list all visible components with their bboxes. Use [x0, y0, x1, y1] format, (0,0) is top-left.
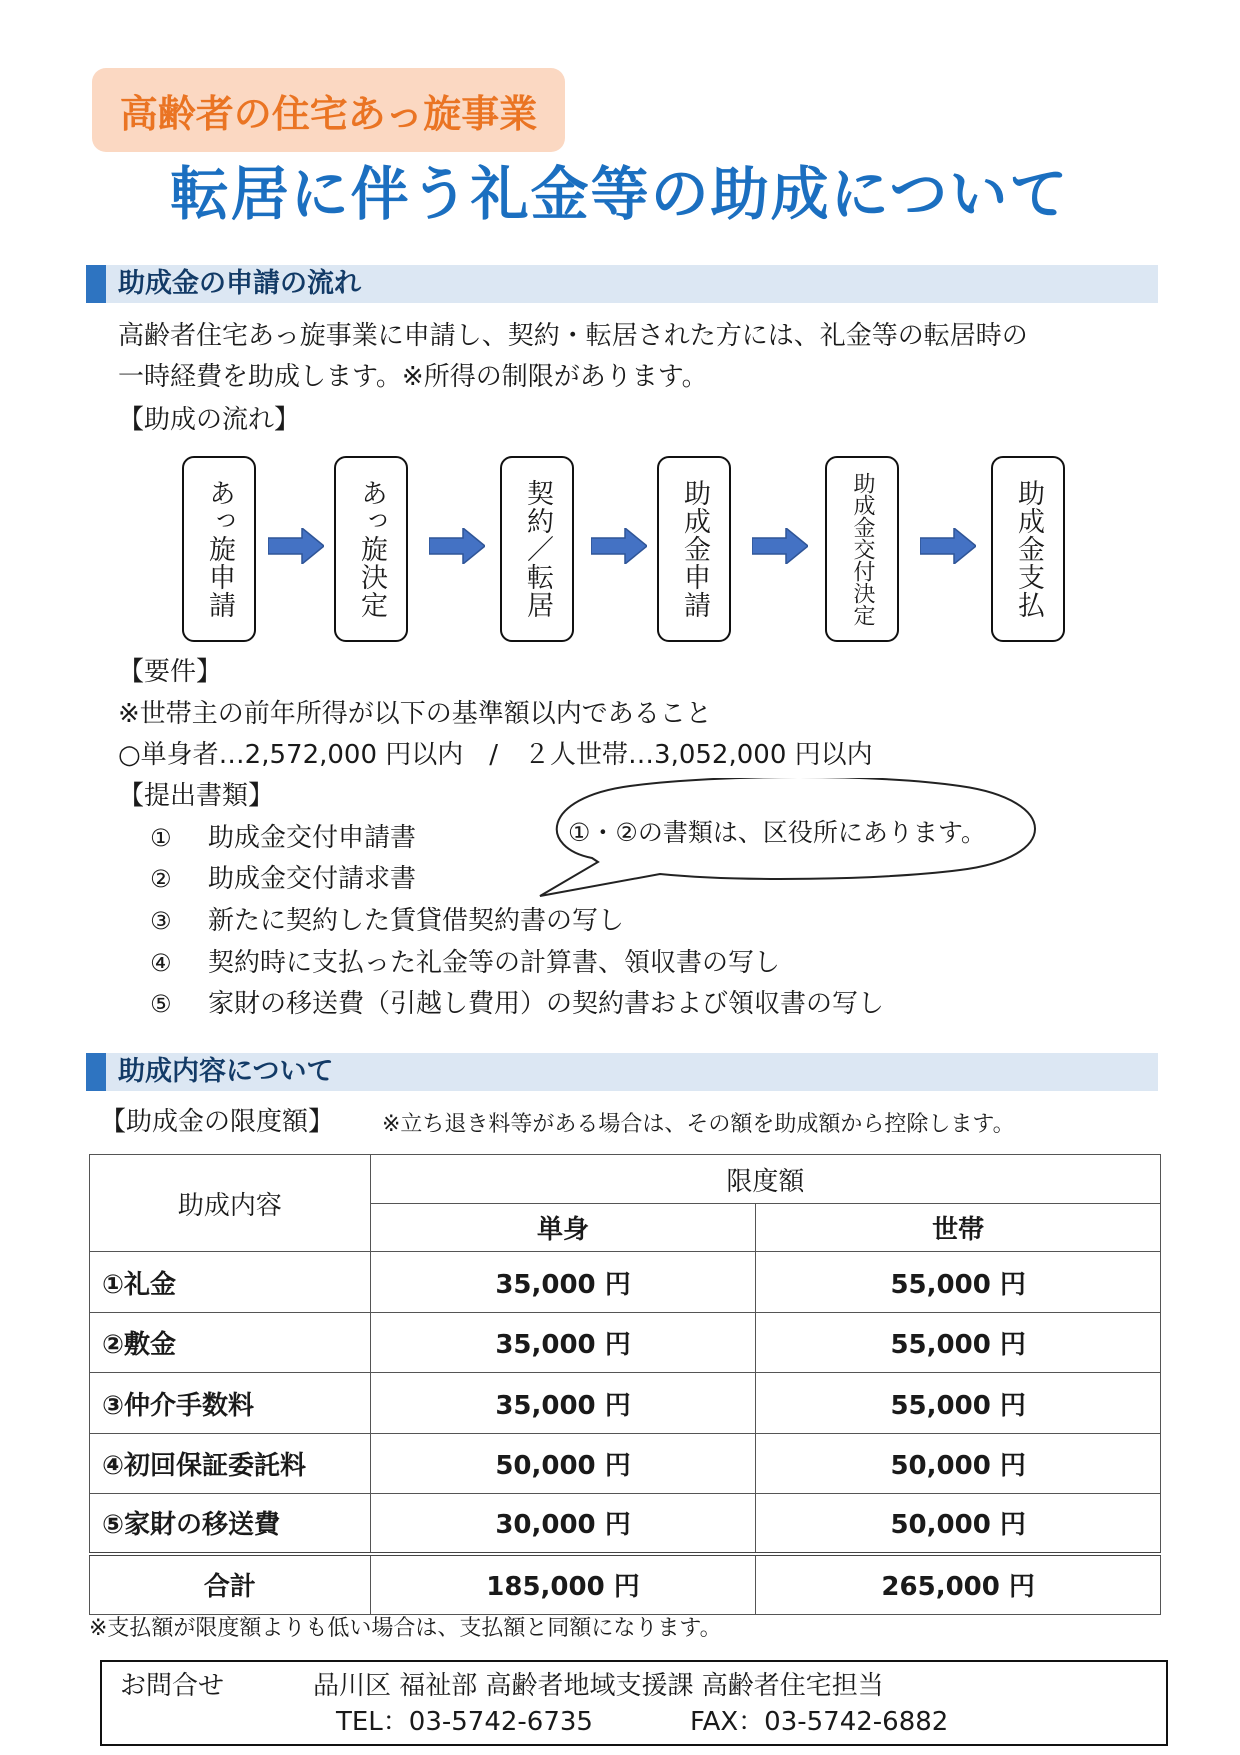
arrow-right-icon — [268, 528, 324, 564]
page-title: 転居に伴う礼金等の助成について — [170, 160, 1070, 228]
row-household: 50,000 円 — [756, 1434, 1161, 1494]
contact-fax: FAX：03-5742-6882 — [690, 1707, 949, 1737]
document-number: ⑤ — [150, 990, 172, 1018]
section-heading-application-flow: 助成金の申請の流れ — [86, 265, 1158, 303]
document-item: 助成金交付申請書 — [208, 823, 417, 853]
document-item: 助成金交付請求書 — [208, 864, 417, 894]
flow-step-2: あっ旋決定 — [334, 456, 408, 642]
intro-line-1: 高齢者住宅あっ旋事業に申請し、契約・転居された方には、礼金等の転居時の — [118, 321, 1028, 351]
header-limit: 限度額 — [370, 1155, 1160, 1204]
document-item: 家財の移送費（引越し費用）の契約書および領収書の写し — [208, 989, 885, 1019]
subsidy-limit-table — [89, 1154, 1161, 1615]
contact-label: お問合せ — [120, 1671, 225, 1701]
document-number: ③ — [150, 907, 172, 935]
program-tag: 高齢者の住宅あっ旋事業 — [92, 68, 565, 152]
arrow-right-icon — [429, 528, 485, 564]
contact-tel: TEL：03-5742-6735 — [336, 1707, 593, 1737]
document-number: ④ — [150, 949, 172, 977]
income-limits: ○単身者…2,572,000 円以内 / ２人世帯…3,052,000 円以内 — [118, 740, 873, 770]
row-single: 35,000 円 — [370, 1373, 756, 1434]
row-single: 35,000 円 — [370, 1313, 756, 1373]
row-item: ①礼金 — [90, 1252, 371, 1313]
row-single: 35,000 円 — [370, 1252, 756, 1313]
table-row — [90, 1252, 1161, 1313]
flow-step-4: 助成金申請 — [657, 456, 731, 642]
documents-label: 【提出書類】 — [118, 781, 275, 811]
section-heading-subsidy-details: 助成内容について — [86, 1053, 1158, 1091]
row-item: ③仲介手数料 — [90, 1373, 371, 1434]
document-number: ② — [150, 865, 172, 893]
header-household: 世帯 — [756, 1204, 1161, 1252]
table-footnote: ※支払額が限度額よりも低い場合は、支払額と同額になります。 — [89, 1616, 722, 1641]
requirements-label: 【要件】 — [118, 657, 223, 687]
document-item: 契約時に支払った礼金等の計算書、領収書の写し — [208, 948, 781, 978]
flow-step-6: 助成金支払 — [991, 456, 1065, 642]
flow-label: 【助成の流れ】 — [118, 405, 301, 435]
intro-line-2: 一時経費を助成します。※所得の制限があります。 — [118, 362, 708, 392]
total-single: 185,000 円 — [370, 1554, 756, 1615]
row-single: 50,000 円 — [370, 1434, 756, 1494]
total-household: 265,000 円 — [756, 1554, 1161, 1615]
total-item: 合計 — [90, 1554, 371, 1615]
contact-department: 品川区 福祉部 高齢者地域支援課 高齢者住宅担当 — [313, 1671, 884, 1701]
limit-label: 【助成金の限度額】 — [100, 1107, 335, 1137]
row-item: ②敷金 — [90, 1313, 371, 1373]
contact-box — [100, 1660, 1168, 1746]
flow-step-5: 助成金交付決定 — [825, 456, 899, 642]
bubble-text: ①・②の書類は、区役所にあります。 — [568, 818, 986, 847]
row-household: 55,000 円 — [756, 1252, 1161, 1313]
limit-note: ※立ち退き料等がある場合は、その額を助成額から控除します。 — [382, 1112, 1015, 1137]
document-item: 新たに契約した賃貸借契約書の写し — [208, 906, 625, 936]
table-row — [90, 1494, 1161, 1554]
table-row-total — [90, 1554, 1161, 1615]
flow-step-1: あっ旋申請 — [182, 456, 256, 642]
document-number: ① — [150, 824, 172, 852]
row-household: 55,000 円 — [756, 1313, 1161, 1373]
flow-step-3: 契約／転居 — [500, 456, 574, 642]
requirement-note: ※世帯主の前年所得が以下の基準額以内であること — [118, 699, 712, 729]
table-row — [90, 1313, 1161, 1373]
arrow-right-icon — [920, 528, 976, 564]
header-item: 助成内容 — [90, 1155, 371, 1252]
row-item: ⑤家財の移送費 — [90, 1494, 371, 1554]
table-row — [90, 1434, 1161, 1494]
row-household: 55,000 円 — [756, 1373, 1161, 1434]
row-item: ④初回保証委託料 — [90, 1434, 371, 1494]
table-row — [90, 1373, 1161, 1434]
arrow-right-icon — [591, 528, 647, 564]
row-household: 50,000 円 — [756, 1494, 1161, 1554]
header-single: 単身 — [370, 1204, 756, 1252]
row-single: 30,000 円 — [370, 1494, 756, 1554]
arrow-right-icon — [752, 528, 808, 564]
